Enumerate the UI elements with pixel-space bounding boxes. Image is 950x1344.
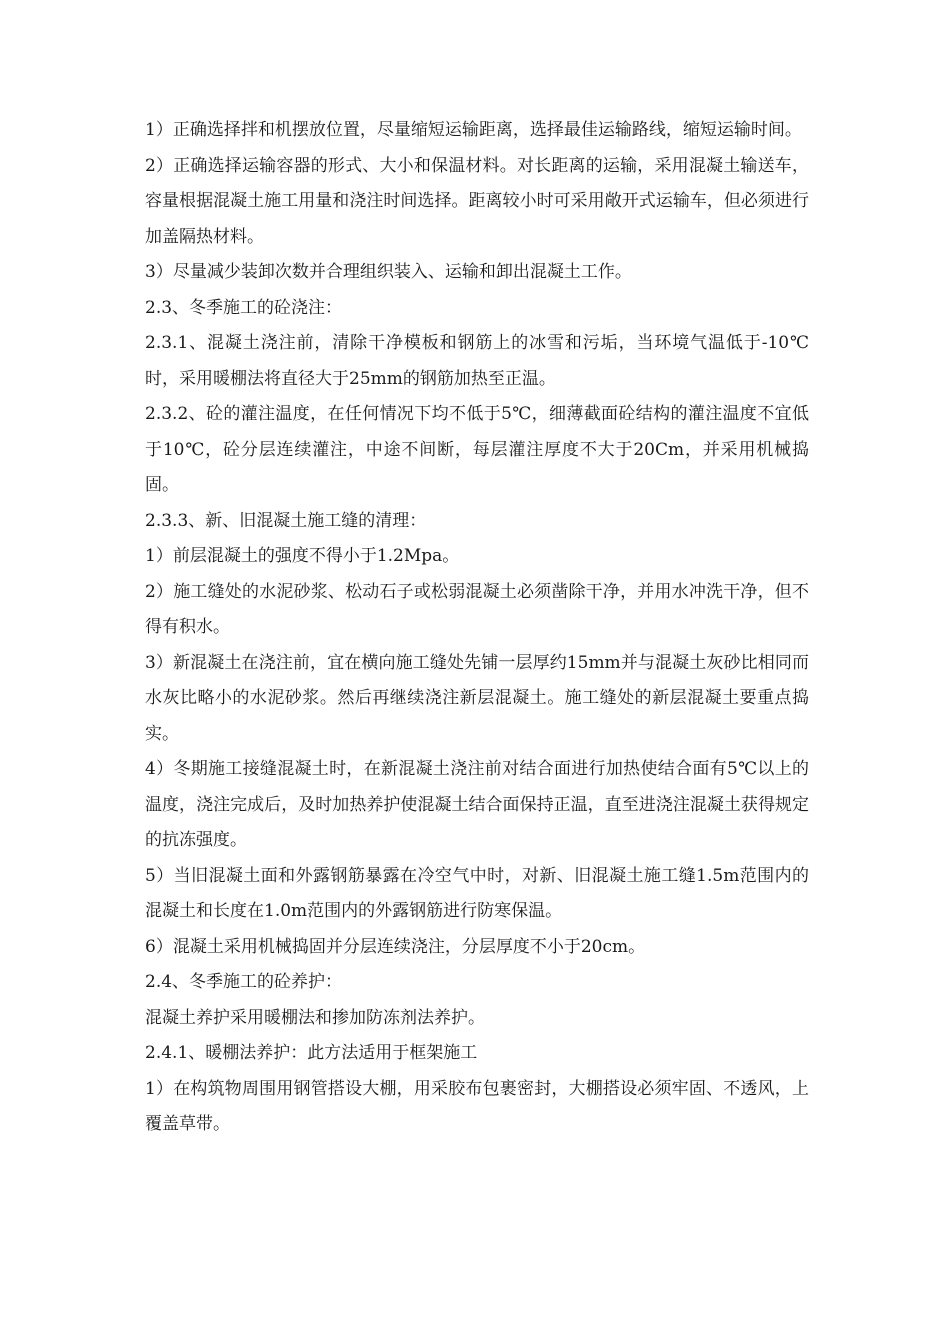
section-heading-2-4-1: 2.4.1、暖棚法养护：此方法适用于框架施工 [145, 1043, 478, 1063]
paragraph-2-3-3-item-1: 1）前层混凝土的强度不得小于1.2Mpa。 [145, 546, 460, 566]
paragraph-1: 1）正确选择拌和机摆放位置，尽量缩短运输距离，选择最佳运输路线，缩短运输时间。 [145, 120, 802, 140]
paragraph-2-3-2: 2.3.2、砼的灌注温度，在任何情况下均不低于5℃，细薄截面砼结构的灌注温度不宜低于10℃，砼分层连续灌注，中途不间断，每层灌注厚度不大于20Cm，并采用机械捣固。 [145, 404, 809, 495]
paragraph-2-3-3-item-2: 2）施工缝处的水泥砂浆、松动石子或松弱混凝土必须凿除干净，并用水冲洗干净，但不得有积水。 [145, 581, 809, 637]
section-heading-2-3: 2.3、冬季施工的砼浇注： [145, 297, 343, 318]
paragraph-2-4-intro: 混凝土养护采用暖棚法和掺加防冻剂法养护。 [145, 1007, 485, 1028]
paragraph-2-3-3-item-6: 6）混凝土采用机械捣固并分层连续浇注，分层厚度不小于20cm。 [145, 936, 646, 957]
paragraph-2-3-3-item-5: 5）当旧混凝土面和外露钢筋暴露在冷空气中时，对新、旧混凝土施工缝1.5m范围内的混凝土和长度在1.0m范围内的外露钢筋进行防寒保温。 [145, 865, 809, 921]
document-body [145, 113, 809, 1143]
paragraph-2-4-1-item-1: 1）在构筑物周围用钢管搭设大棚，用采胶布包裹密封，大棚搭设必须牢固、不透风，上覆盖草带。 [145, 1078, 809, 1134]
paragraph-2-3-3-item-4: 4）冬期施工接缝混凝土时，在新混凝土浇注前对结合面进行加热使结合面有5℃以上的温度，浇注完成后，及时加热养护使混凝土结合面保持正温，直至进浇注混凝土获得规定的抗冻强度。 [145, 759, 809, 850]
paragraph-2: 2）正确选择运输容器的形式、大小和保温材料。对长距离的运输，采用混凝土输送车，容量根据混凝土施工用量和浇注时间选择。距离较小时可采用敞开式运输车，但必须进行加盖隔热材料。 [145, 155, 809, 247]
section-heading-2-4: 2.4、冬季施工的砼养护： [145, 972, 343, 992]
section-heading-2-3-3: 2.3.3、新、旧混凝土施工缝的清理： [145, 510, 427, 531]
paragraph-3: 3）尽量减少装卸次数并合理组织装入、运输和卸出混凝土工作。 [145, 262, 632, 282]
paragraph-2-3-1: 2.3.1、混凝土浇注前，清除干净模板和钢筋上的冰雪和污垢，当环境气温低于-10℃时，采用暖棚法将直径大于25mm的钢筋加热至正温。 [145, 333, 809, 389]
paragraph-2-3-3-item-3: 3）新混凝土在浇注前，宜在横向施工缝处先铺一层厚约15mm并与混凝土灰砂比相同而水灰比略小的水泥砂浆。然后再继续浇注新层混凝土。施工缝处的新层混凝土要重点捣实。 [145, 652, 809, 744]
